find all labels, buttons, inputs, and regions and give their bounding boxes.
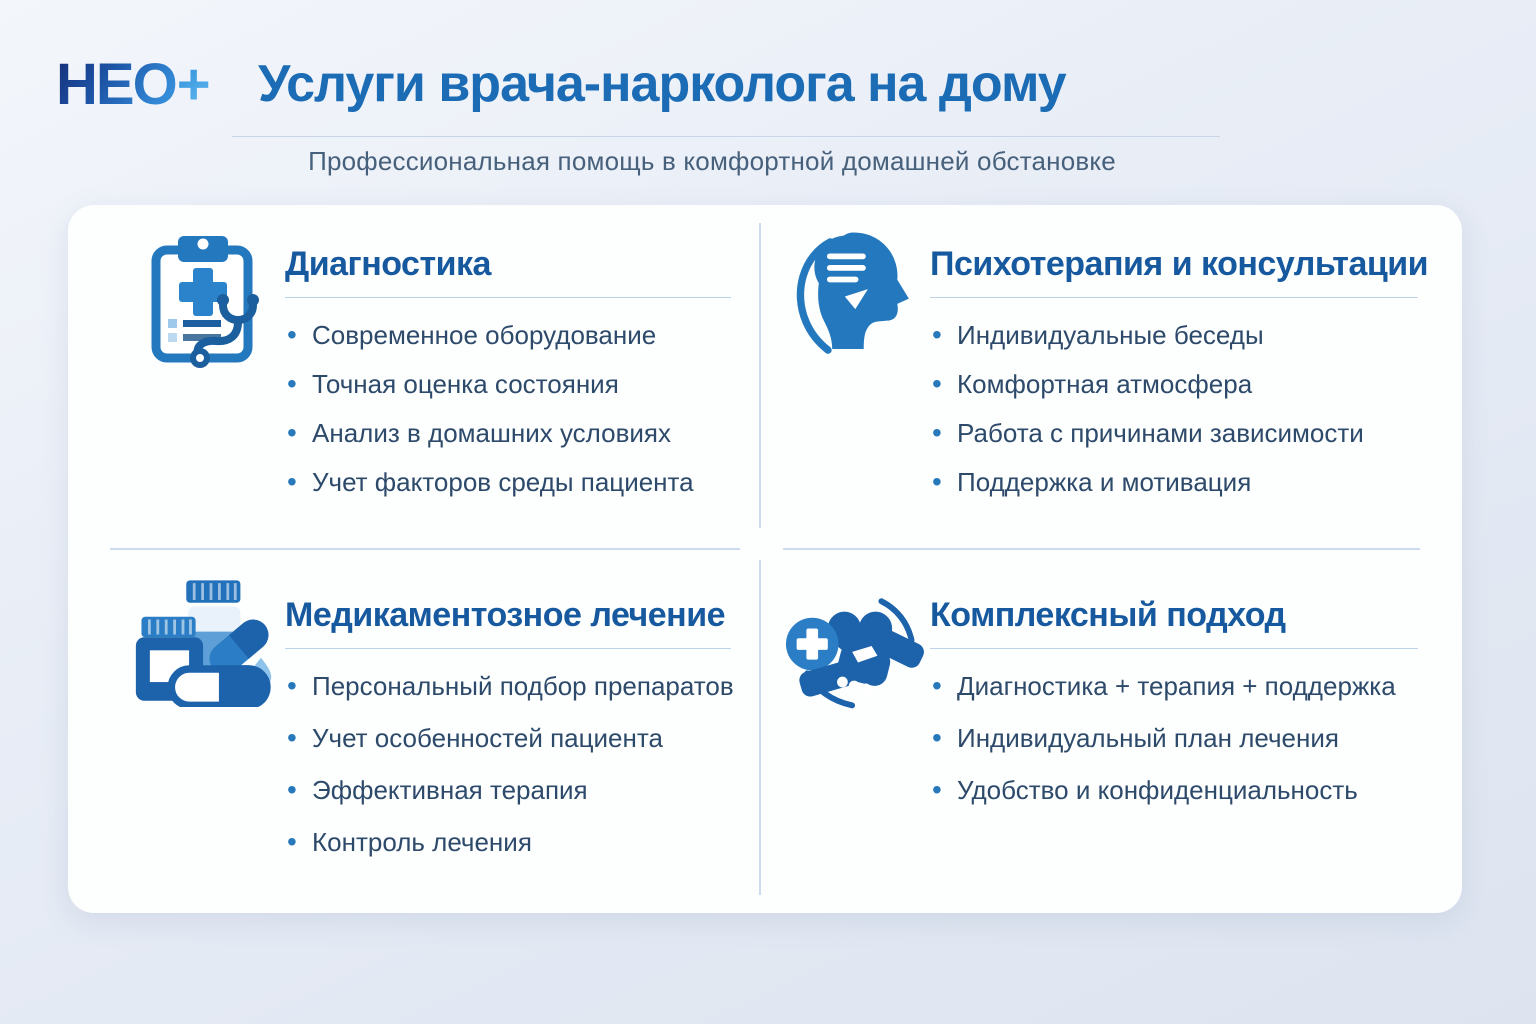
clipboard-stethoscope-icon [142,231,264,369]
bullet-item: • Современное оборудование [285,319,731,351]
bullet-item: • Анализ в домашних условиях [285,417,731,449]
section-title-rule [285,297,731,298]
bullet-item: • Точная оценка состояния [285,368,731,400]
title-divider [232,136,1220,137]
bullet-item: • Работа с причинами зависимости [930,417,1418,449]
quadrant-complex-approach [760,549,1462,913]
medication-pills-icon [134,575,274,707]
bullet-item: • Индивидуальный план лечения [930,722,1418,754]
section-title-rule [285,648,731,649]
quadrant-medication [68,549,759,913]
bullet-item: • Диагностика + терапия + поддержка [930,670,1418,702]
logo-plus-icon: + [176,52,209,117]
section-title-rule [930,297,1418,298]
heart-handshake-icon [784,581,932,711]
bullet-item: • Учет особенностей пациента [285,722,731,754]
head-dialogue-icon [786,225,912,367]
bullet-item: • Индивидуальные беседы [930,319,1418,351]
logo [56,52,209,117]
bullet-item: • Поддержка и мотивация [930,466,1418,498]
quadrant-psychotherapy [760,205,1462,548]
section-content-psychotherapy [930,245,1429,515]
section-title: Диагностика [285,245,491,283]
section-content-complex-approach [930,596,1418,826]
bullet-item: • Комфортная атмосфера [930,368,1418,400]
bullet-item: • Персональный подбор препаратов [285,670,731,702]
bullet-item: • Контроль лечения [285,826,731,858]
section-title: Медикаментозное лечение [285,596,726,634]
page-subtitle: Профессиональная помощь в комфортной домашней обстановке [308,146,1116,176]
bullet-list [285,670,734,858]
section-title: Комплексный подход [930,596,1286,634]
bullet-list [285,319,731,498]
quadrant-diagnostics [68,205,759,548]
section-title-rule [930,648,1418,649]
section-content-medication [285,596,734,878]
page-title: Услуги врача-нарколога на дому [258,55,1066,113]
logo-neo-text: НЕО [56,52,176,117]
bullet-item: • Удобство и конфиденциальность [930,774,1418,806]
bullet-item: • Эффективная терапия [285,774,731,806]
bullet-list [930,670,1418,806]
section-content-diagnostics [285,245,731,515]
bullet-list [930,319,1418,498]
bullet-item: • Учет факторов среды пациента [285,466,731,498]
services-card [68,205,1462,913]
section-title: Психотерапия и консультации [930,245,1429,283]
